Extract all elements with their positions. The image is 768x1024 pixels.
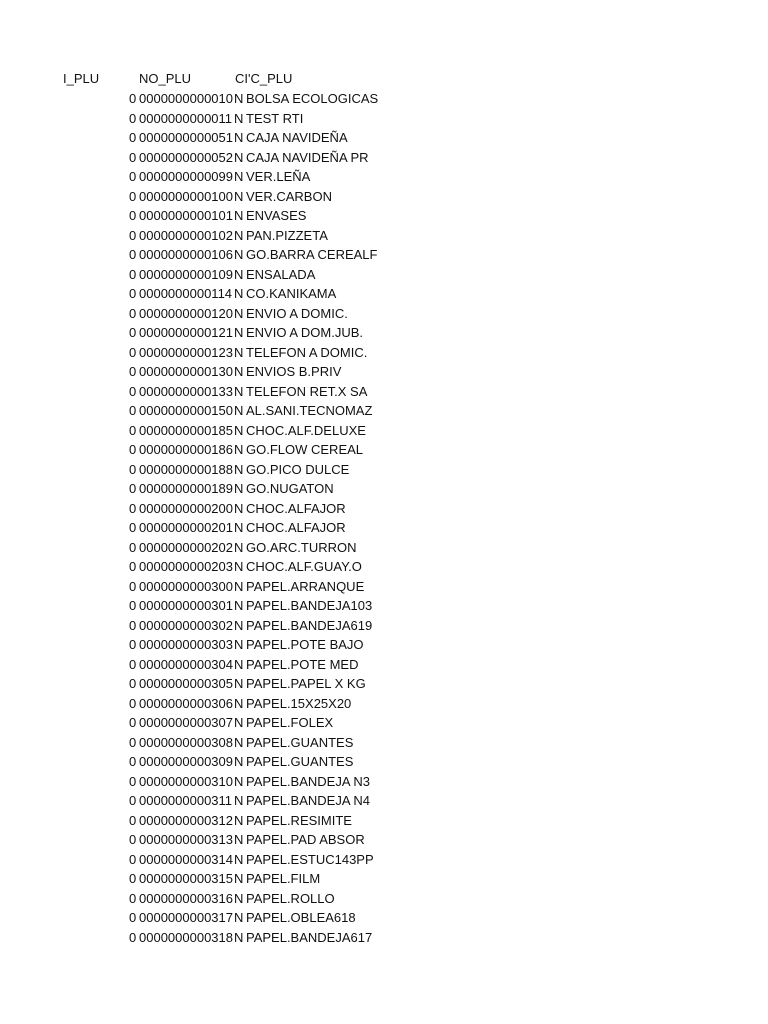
row-flag-cell: 0 <box>129 851 137 867</box>
row-code-cell: 0000000000309 <box>139 754 233 769</box>
row-code-cell: 0000000000300 <box>139 578 233 594</box>
row-code-cell: 0000000000301 <box>139 598 233 613</box>
table-row <box>0 908 768 928</box>
row-type-cell: N <box>234 676 244 691</box>
row-code-cell: 0000000000114 <box>139 286 233 301</box>
row-flag-cell: 0 <box>129 793 137 808</box>
row-type-cell: N <box>234 520 244 535</box>
row-flag-cell: 0 <box>129 637 137 652</box>
table-row <box>0 343 768 363</box>
row-type-cell: N <box>234 695 244 711</box>
row-flag-cell: 0 <box>129 305 137 321</box>
row-code-cell: 0000000000185 <box>139 422 233 438</box>
row-code-cell: 0000000000201 <box>139 520 233 535</box>
row-type-cell: N <box>234 325 244 340</box>
table-row <box>0 421 768 441</box>
row-code-cell: 0000000000314 <box>139 851 233 867</box>
row-flag-cell: 0 <box>129 481 137 496</box>
table-row <box>0 148 768 168</box>
table-row <box>0 869 768 889</box>
row-code-cell: 0000000000120 <box>139 305 233 321</box>
row-flag-cell: 0 <box>129 169 137 184</box>
row-flag-cell: 0 <box>129 344 137 360</box>
table-row <box>0 245 768 265</box>
table-row <box>0 323 768 343</box>
table-row <box>0 382 768 402</box>
row-type-cell: N <box>234 383 244 399</box>
row-type-cell: N <box>234 715 244 730</box>
row-flag-cell: 0 <box>129 715 137 730</box>
row-description-cell: CAJA NAVIDEÑA <box>246 130 348 145</box>
column-header-i-plu: I_PLU <box>63 71 100 86</box>
table-row <box>0 830 768 850</box>
table-row <box>0 889 768 909</box>
row-type-cell: N <box>234 539 244 555</box>
table-row <box>0 850 768 870</box>
row-description-cell: ENVIO A DOM.JUB. <box>246 325 364 340</box>
row-code-cell: 0000000000311 <box>139 793 233 808</box>
table-row <box>0 440 768 460</box>
row-flag-cell: 0 <box>129 266 137 282</box>
row-description-cell: ENVIOS B.PRIV <box>246 364 342 379</box>
row-type-cell: N <box>234 110 244 126</box>
row-flag-cell: 0 <box>129 832 137 847</box>
row-description-cell: PAPEL.PAD ABSOR <box>246 832 365 847</box>
row-description-cell: CHOC.ALF.DELUXE <box>246 422 366 438</box>
row-flag-cell: 0 <box>129 403 137 418</box>
row-code-cell: 0000000000315 <box>139 871 233 886</box>
row-type-cell: N <box>234 227 244 243</box>
row-flag-cell: 0 <box>129 286 137 301</box>
row-code-cell: 0000000000305 <box>139 676 233 691</box>
row-code-cell: 0000000000100 <box>139 188 233 204</box>
row-description-cell: PAPEL.ESTUC143PP <box>246 851 374 867</box>
row-description-cell: CAJA NAVIDEÑA PR <box>246 149 369 165</box>
row-code-cell: 0000000000133 <box>139 383 233 399</box>
table-row <box>0 479 768 499</box>
row-description-cell: CHOC.ALFAJOR <box>246 500 346 516</box>
table-row <box>0 499 768 519</box>
row-flag-cell: 0 <box>129 149 137 165</box>
table-row <box>0 538 768 558</box>
row-type-cell: N <box>234 656 244 672</box>
table-row <box>0 226 768 246</box>
row-description-cell: PAPEL.POTE MED <box>246 656 359 672</box>
row-flag-cell: 0 <box>129 500 137 516</box>
column-header-no-plu: NO_PLU <box>139 71 192 86</box>
row-description-cell: ENVASES <box>246 208 307 223</box>
row-code-cell: 0000000000051 <box>139 130 233 145</box>
row-code-cell: 0000000000011 <box>139 110 233 126</box>
row-code-cell: 0000000000317 <box>139 910 233 925</box>
row-code-cell: 0000000000102 <box>139 227 233 243</box>
row-type-cell: N <box>234 754 244 769</box>
row-code-cell: 0000000000307 <box>139 715 233 730</box>
row-flag-cell: 0 <box>129 910 137 925</box>
table-row <box>0 187 768 207</box>
row-type-cell: N <box>234 598 244 613</box>
table-row <box>0 401 768 421</box>
row-flag-cell: 0 <box>129 247 137 262</box>
row-flag-cell: 0 <box>129 91 137 106</box>
row-type-cell: N <box>234 851 244 867</box>
table-row <box>0 89 768 109</box>
table-row <box>0 109 768 129</box>
row-description-cell: PAPEL.GUANTES <box>246 734 354 750</box>
row-code-cell: 0000000000303 <box>139 637 233 652</box>
row-description-cell: GO.PICO DULCE <box>246 461 350 477</box>
row-description-cell: PAPEL.FOLEX <box>246 715 334 730</box>
row-description-cell: PAPEL.ARRANQUE <box>246 578 365 594</box>
row-type-cell: N <box>234 812 244 828</box>
row-flag-cell: 0 <box>129 130 137 145</box>
row-type-cell: N <box>234 169 244 184</box>
row-description-cell: PAPEL.POTE BAJO <box>246 637 364 652</box>
row-type-cell: N <box>234 929 244 945</box>
row-description-cell: AL.SANI.TECNOMAZ <box>246 403 373 418</box>
row-description-cell: TELEFON A DOMIC. <box>246 344 368 360</box>
row-flag-cell: 0 <box>129 227 137 243</box>
row-type-cell: N <box>234 871 244 886</box>
row-type-cell: N <box>234 637 244 652</box>
row-description-cell: GO.BARRA CEREALF <box>246 247 378 262</box>
table-row <box>0 265 768 285</box>
row-description-cell: PAPEL.RESIMITE <box>246 812 352 828</box>
row-flag-cell: 0 <box>129 598 137 613</box>
row-type-cell: N <box>234 266 244 282</box>
row-type-cell: N <box>234 481 244 496</box>
row-description-cell: ENSALADA <box>246 266 316 282</box>
row-description-cell: GO.NUGATON <box>246 481 334 496</box>
row-code-cell: 0000000000099 <box>139 169 233 184</box>
row-flag-cell: 0 <box>129 734 137 750</box>
table-row <box>0 928 768 948</box>
row-type-cell: N <box>234 344 244 360</box>
row-flag-cell: 0 <box>129 188 137 204</box>
row-code-cell: 0000000000123 <box>139 344 233 360</box>
row-type-cell: N <box>234 559 244 574</box>
row-code-cell: 0000000000312 <box>139 812 233 828</box>
row-type-cell: N <box>234 734 244 750</box>
row-description-cell: TEST RTI <box>246 110 304 126</box>
row-description-cell: CHOC.ALF.GUAY.O <box>246 559 362 574</box>
row-code-cell: 0000000000106 <box>139 247 233 262</box>
row-description-cell: VER.LEÑA <box>246 169 311 184</box>
row-description-cell: VER.CARBON <box>246 188 332 204</box>
row-type-cell: N <box>234 188 244 204</box>
row-flag-cell: 0 <box>129 871 137 886</box>
row-type-cell: N <box>234 208 244 223</box>
table-row <box>0 733 768 753</box>
row-flag-cell: 0 <box>129 325 137 340</box>
row-flag-cell: 0 <box>129 812 137 828</box>
column-header-row <box>0 70 768 88</box>
row-type-cell: N <box>234 617 244 633</box>
row-description-cell: TELEFON RET.X SA <box>246 383 368 399</box>
row-code-cell: 0000000000318 <box>139 929 233 945</box>
table-row <box>0 596 768 616</box>
table-row <box>0 752 768 772</box>
row-code-cell: 0000000000150 <box>139 403 233 418</box>
table-row <box>0 655 768 675</box>
row-type-cell: N <box>234 442 244 457</box>
row-flag-cell: 0 <box>129 890 137 906</box>
row-code-cell: 0000000000313 <box>139 832 233 847</box>
row-description-cell: PAPEL.FILM <box>246 871 321 886</box>
row-description-cell: PAPEL.BANDEJA617 <box>246 929 373 945</box>
row-flag-cell: 0 <box>129 364 137 379</box>
column-header-c-plu: CI'C_PLU <box>235 71 293 86</box>
row-type-cell: N <box>234 500 244 516</box>
table-row <box>0 167 768 187</box>
row-flag-cell: 0 <box>129 110 137 126</box>
row-flag-cell: 0 <box>129 520 137 535</box>
row-description-cell: CO.KANIKAMA <box>246 286 337 301</box>
row-type-cell: N <box>234 364 244 379</box>
row-flag-cell: 0 <box>129 559 137 574</box>
row-type-cell: N <box>234 286 244 301</box>
row-type-cell: N <box>234 247 244 262</box>
table-row <box>0 206 768 226</box>
row-code-cell: 0000000000316 <box>139 890 233 906</box>
row-code-cell: 0000000000189 <box>139 481 233 496</box>
row-flag-cell: 0 <box>129 578 137 594</box>
row-description-cell: PAPEL.BANDEJA103 <box>246 598 373 613</box>
data-rows <box>0 89 768 947</box>
row-type-cell: N <box>234 91 244 106</box>
row-type-cell: N <box>234 305 244 321</box>
row-code-cell: 0000000000121 <box>139 325 233 340</box>
row-description-cell: GO.FLOW CEREAL <box>246 442 364 457</box>
row-flag-cell: 0 <box>129 656 137 672</box>
table-row <box>0 772 768 792</box>
row-flag-cell: 0 <box>129 422 137 438</box>
row-code-cell: 0000000000052 <box>139 149 233 165</box>
table-row <box>0 674 768 694</box>
row-type-cell: N <box>234 403 244 418</box>
row-flag-cell: 0 <box>129 695 137 711</box>
row-code-cell: 0000000000186 <box>139 442 233 457</box>
row-flag-cell: 0 <box>129 617 137 633</box>
table-row <box>0 616 768 636</box>
row-code-cell: 0000000000310 <box>139 773 233 789</box>
table-row <box>0 128 768 148</box>
row-code-cell: 0000000000188 <box>139 461 233 477</box>
row-code-cell: 0000000000202 <box>139 539 233 555</box>
row-code-cell: 0000000000302 <box>139 617 233 633</box>
table-row <box>0 635 768 655</box>
row-code-cell: 0000000000200 <box>139 500 233 516</box>
row-flag-cell: 0 <box>129 442 137 457</box>
row-description-cell: PAPEL.15X25X20 <box>246 695 352 711</box>
row-flag-cell: 0 <box>129 461 137 477</box>
row-description-cell: GO.ARC.TURRON <box>246 539 357 555</box>
table-row <box>0 460 768 480</box>
row-description-cell: ENVIO A DOMIC. <box>246 305 348 321</box>
row-code-cell: 0000000000306 <box>139 695 233 711</box>
row-code-cell: 0000000000203 <box>139 559 233 574</box>
row-code-cell: 0000000000010 <box>139 91 233 106</box>
row-type-cell: N <box>234 461 244 477</box>
row-flag-cell: 0 <box>129 383 137 399</box>
row-description-cell: PAPEL.OBLEA618 <box>246 910 356 925</box>
row-type-cell: N <box>234 793 244 808</box>
row-description-cell: PAN.PIZZETA <box>246 227 328 243</box>
row-flag-cell: 0 <box>129 676 137 691</box>
row-type-cell: N <box>234 422 244 438</box>
table-row <box>0 791 768 811</box>
row-code-cell: 0000000000109 <box>139 266 233 282</box>
table-row <box>0 284 768 304</box>
row-type-cell: N <box>234 890 244 906</box>
row-description-cell: CHOC.ALFAJOR <box>246 520 346 535</box>
row-flag-cell: 0 <box>129 208 137 223</box>
row-type-cell: N <box>234 578 244 594</box>
row-type-cell: N <box>234 149 244 165</box>
row-description-cell: BOLSA ECOLOGICAS <box>246 91 379 106</box>
row-flag-cell: 0 <box>129 929 137 945</box>
row-flag-cell: 0 <box>129 773 137 789</box>
row-code-cell: 0000000000304 <box>139 656 233 672</box>
row-description-cell: PAPEL.BANDEJA619 <box>246 617 373 633</box>
table-row <box>0 713 768 733</box>
table-row <box>0 811 768 831</box>
row-description-cell: PAPEL.ROLLO <box>246 890 335 906</box>
row-type-cell: N <box>234 910 244 925</box>
table-row <box>0 694 768 714</box>
row-type-cell: N <box>234 130 244 145</box>
table-row <box>0 557 768 577</box>
table-row <box>0 304 768 324</box>
table-row <box>0 577 768 597</box>
row-flag-cell: 0 <box>129 539 137 555</box>
row-type-cell: N <box>234 773 244 789</box>
row-code-cell: 0000000000101 <box>139 208 233 223</box>
row-description-cell: PAPEL.BANDEJA N4 <box>246 793 371 808</box>
table-row <box>0 362 768 382</box>
row-code-cell: 0000000000130 <box>139 364 233 379</box>
row-type-cell: N <box>234 832 244 847</box>
row-description-cell: PAPEL.BANDEJA N3 <box>246 773 371 789</box>
row-description-cell: PAPEL.PAPEL X KG <box>246 676 366 691</box>
row-flag-cell: 0 <box>129 754 137 769</box>
row-description-cell: PAPEL.GUANTES <box>246 754 354 769</box>
row-code-cell: 0000000000308 <box>139 734 233 750</box>
table-row <box>0 518 768 538</box>
